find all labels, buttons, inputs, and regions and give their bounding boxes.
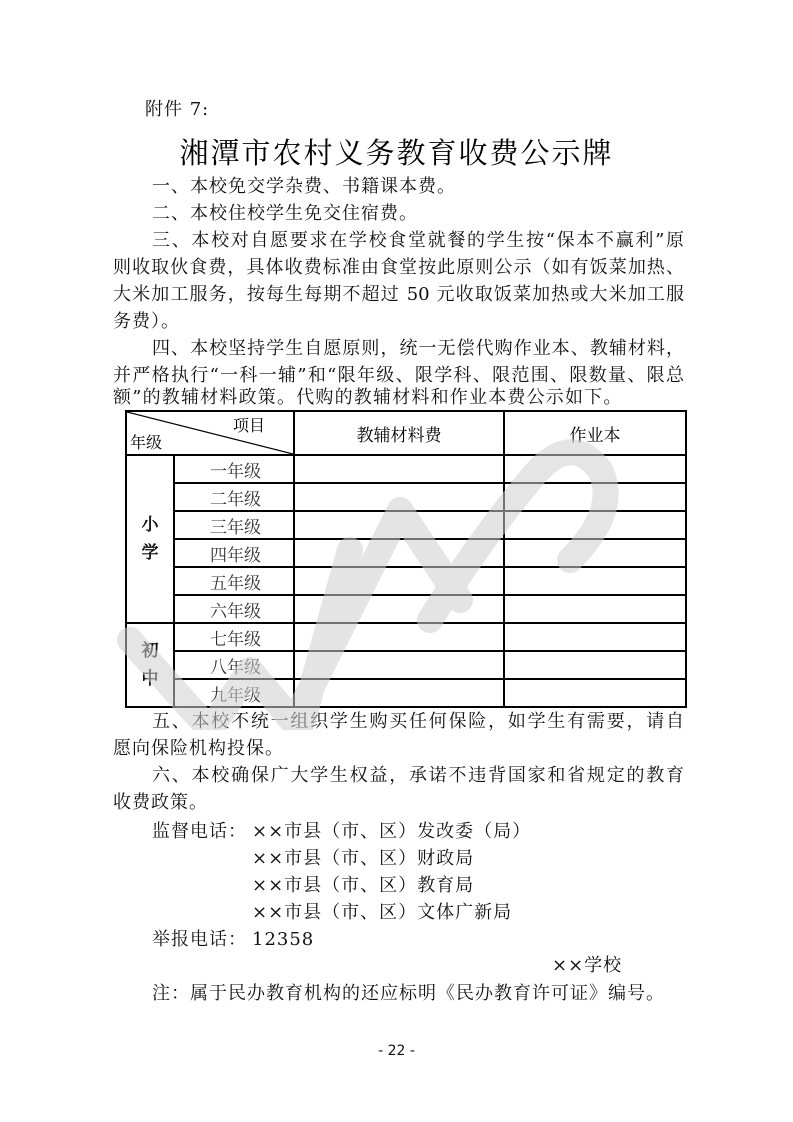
grade-name: 三年级 bbox=[174, 511, 294, 539]
table-row bbox=[126, 539, 686, 567]
clause-3-line: 务费）。 bbox=[113, 311, 180, 332]
corner-item-label: 项目 bbox=[232, 416, 265, 435]
materials-fee-cell bbox=[294, 623, 504, 651]
table-row bbox=[126, 455, 686, 483]
stage-junior-high bbox=[126, 623, 174, 707]
clause-4-line: 四、本校坚持学生自愿原则，统一无偿代购作业本、教辅材料， bbox=[152, 338, 684, 359]
workbook-fee-cell bbox=[504, 623, 686, 651]
table-row bbox=[126, 623, 686, 651]
school-signature: ××学校 bbox=[552, 955, 623, 976]
clause-3-line: 则收取伙食费，具体收费标准由食堂按此原则公示（如有饭菜加热、 bbox=[113, 257, 684, 278]
clause-5-line: 愿向保险机构投保。 bbox=[113, 738, 284, 759]
workbook-fee-cell bbox=[504, 483, 686, 511]
clause-4-line: 并严格执行“一科一辅”和“限年级、限学科、限范围、限数量、限总 bbox=[113, 365, 684, 386]
grade-name: 六年级 bbox=[174, 595, 294, 623]
clause-2: 二、本校住校学生免交住宿费。 bbox=[152, 203, 418, 224]
supervision-entry: ××市县（市、区）文体广新局 bbox=[252, 902, 513, 923]
materials-fee-cell bbox=[294, 567, 504, 595]
stage-char: 中 bbox=[141, 669, 159, 689]
page-title: 湘潭市农村义务教育收费公示牌 bbox=[179, 136, 614, 170]
stage-char: 学 bbox=[141, 543, 159, 563]
corner-grade-label: 年级 bbox=[130, 433, 163, 452]
grade-name: 四年级 bbox=[174, 539, 294, 567]
grade-name: 七年级 bbox=[174, 623, 294, 651]
table-row bbox=[126, 679, 686, 707]
workbook-fee-cell bbox=[504, 679, 686, 707]
materials-fee-cell bbox=[294, 511, 504, 539]
grade-name: 一年级 bbox=[174, 455, 294, 483]
clause-6-line: 收费政策。 bbox=[113, 792, 208, 813]
table-row bbox=[126, 511, 686, 539]
stage-char: 小 bbox=[141, 515, 159, 535]
clause-5-line: 五、本校不统一组织学生购买任何保险，如学生有需要，请自 bbox=[152, 711, 684, 732]
materials-fee-cell bbox=[294, 455, 504, 483]
workbook-fee-cell bbox=[504, 595, 686, 623]
footnote: 注：属于民办教育机构的还应标明《民办教育许可证》编号。 bbox=[152, 983, 665, 1004]
table-row bbox=[126, 595, 686, 623]
stage-char: 初 bbox=[141, 641, 159, 661]
workbook-fee-cell bbox=[504, 455, 686, 483]
clause-3-line: 三、本校对自愿要求在学校食堂就餐的学生按“保本不赢利”原 bbox=[152, 230, 684, 251]
supervision-entry: ××市县（市、区）教育局 bbox=[252, 875, 475, 896]
materials-fee-cell bbox=[294, 595, 504, 623]
report-label: 举报电话： bbox=[152, 929, 247, 950]
table-row bbox=[126, 651, 686, 679]
grade-name: 八年级 bbox=[174, 651, 294, 679]
clause-4-line: 额”的教辅材料政策。代购的教辅材料和作业本费公示如下。 bbox=[113, 387, 623, 408]
fee-table bbox=[125, 410, 687, 708]
supervision-entry: ××市县（市、区）发改委（局） bbox=[252, 821, 532, 842]
materials-fee-cell bbox=[294, 651, 504, 679]
clause-3-line: 大米加工服务，按每生每期不超过 50 元收取饭菜加热或大米加工服 bbox=[113, 284, 684, 305]
report-number: 12358 bbox=[252, 929, 315, 950]
materials-fee-cell bbox=[294, 483, 504, 511]
clause-6-line: 六、本校确保广大学生权益，承诺不违背国家和省规定的教育 bbox=[152, 765, 684, 786]
clause-1: 一、本校免交学杂费、书籍课本费。 bbox=[152, 176, 456, 197]
workbook-fee-cell bbox=[504, 539, 686, 567]
attachment-label: 附件 7: bbox=[145, 99, 210, 120]
table-row bbox=[126, 567, 686, 595]
column-header-materials: 教辅材料费 bbox=[294, 411, 504, 455]
fee-table-header bbox=[126, 411, 686, 455]
workbook-fee-cell bbox=[504, 651, 686, 679]
supervision-label: 监督电话： bbox=[152, 821, 247, 842]
workbook-fee-cell bbox=[504, 511, 686, 539]
corner-header bbox=[126, 411, 294, 455]
table-row bbox=[126, 483, 686, 511]
materials-fee-cell bbox=[294, 679, 504, 707]
grade-name: 二年级 bbox=[174, 483, 294, 511]
page-number: - 22 - bbox=[378, 1043, 415, 1059]
column-header-workbook: 作业本 bbox=[504, 411, 686, 455]
grade-name: 五年级 bbox=[174, 567, 294, 595]
materials-fee-cell bbox=[294, 539, 504, 567]
stage-primary bbox=[126, 455, 174, 623]
workbook-fee-cell bbox=[504, 567, 686, 595]
supervision-entry: ××市县（市、区）财政局 bbox=[252, 848, 475, 869]
grade-name: 九年级 bbox=[174, 679, 294, 707]
